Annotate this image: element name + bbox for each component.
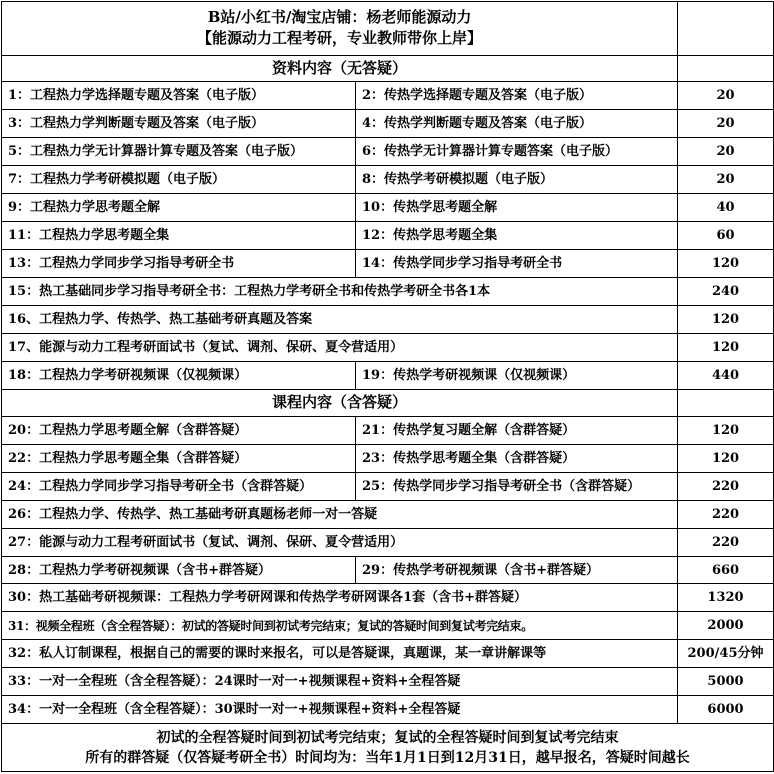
item-left: 11：工程热力学思考题全集 [2, 222, 356, 250]
item-left: 18：工程热力学考研视频课（仅视频课） [2, 361, 356, 389]
item-price: 40 [678, 194, 774, 222]
item-description: 34：一对一全程班（含全程答疑）：30课时一对一+视频课程+资料+全程答疑 [2, 696, 678, 724]
table-row [2, 361, 774, 389]
item-price: 6000 [678, 696, 774, 724]
item-right: 19：传热学考研视频课（仅视频课） [356, 361, 678, 389]
table-row [2, 222, 774, 250]
item-right: 6：传热学无计算器计算专题答案（电子版） [356, 138, 678, 166]
item-left: 5：工程热力学无计算器计算专题及答案（电子版） [2, 138, 356, 166]
item-price: 120 [678, 333, 774, 361]
item-left: 3：工程热力学判断题专题及答案（电子版） [2, 110, 356, 138]
item-left: 22：工程热力学思考题全集（含群答疑） [2, 444, 356, 472]
item-description: 17、能源与动力工程考研面试书（复试、调剂、保研、夏令营适用） [2, 333, 678, 361]
table-row [2, 500, 774, 528]
item-price: 200/45分钟 [678, 640, 774, 668]
footer-note-exam-qa: 初试的全程答疑时间到初试考完结束；复试的全程答疑时间到复试考完结束 [156, 729, 619, 746]
item-right: 21：传热学复习题全解（含群答疑） [356, 416, 678, 444]
item-price: 2000 [678, 612, 774, 640]
item-left: 7：工程热力学考研模拟题（电子版） [2, 166, 356, 194]
price-table-body [2, 2, 774, 772]
table-row [2, 668, 774, 696]
item-description: 30：热工基础考研视频课：工程热力学考研网课和传热学考研网课各1套（含书+群答疑） [2, 584, 678, 612]
item-description: 16、工程热力学、传热学、热工基础考研真题及答案 [2, 306, 678, 334]
item-price: 20 [678, 138, 774, 166]
table-row [2, 472, 774, 500]
item-price: 240 [678, 278, 774, 306]
item-price: 440 [678, 361, 774, 389]
item-price: 120 [678, 250, 774, 278]
section-title: 资料内容（无答疑） [2, 55, 678, 82]
item-right: 12：传热学思考题全集 [356, 222, 678, 250]
item-price: 1320 [678, 584, 774, 612]
table-row [2, 416, 774, 444]
item-price: 5000 [678, 668, 774, 696]
section-header-row [2, 55, 774, 82]
header-row [2, 2, 774, 56]
item-price: 60 [678, 222, 774, 250]
item-price: 220 [678, 500, 774, 528]
table-row [2, 138, 774, 166]
header-blank-cell [678, 2, 774, 56]
item-price: 220 [678, 472, 774, 500]
item-left: 1：工程热力学选择题专题及答案（电子版） [2, 82, 356, 110]
item-right: 23：传热学思考题全集（含群答疑） [356, 444, 678, 472]
table-row [2, 528, 774, 556]
item-right: 10：传热学思考题全解 [356, 194, 678, 222]
price-table [1, 1, 774, 772]
shop-title: B站/小红书/淘宝店铺：杨老师能源动力 [207, 8, 472, 27]
item-price: 120 [678, 444, 774, 472]
item-price: 20 [678, 110, 774, 138]
item-price: 660 [678, 556, 774, 584]
table-row [2, 696, 774, 724]
item-price: 20 [678, 82, 774, 110]
section-blank-cell [678, 389, 774, 416]
item-left: 13：工程热力学同步学习指导考研全书 [2, 250, 356, 278]
header-cell [2, 2, 678, 56]
table-row [2, 278, 774, 306]
item-left: 20：工程热力学思考题全解（含群答疑） [2, 416, 356, 444]
table-row [2, 556, 774, 584]
table-row [2, 82, 774, 110]
table-row [2, 612, 774, 640]
section-header-row [2, 389, 774, 416]
table-row [2, 306, 774, 334]
table-row [2, 166, 774, 194]
item-description: 31：视频全程班（含全程答疑）：初试的答疑时间到初试考完结束；复试的答疑时间到复试考完结束。 [2, 612, 678, 640]
footer-note-group-qa: 所有的群答疑（仅答疑考研全书）时间均为：当年1月1日到12月31日，越早报名，答疑时间越长 [85, 749, 690, 766]
item-description: 15：热工基础同步学习指导考研全书：工程热力学考研全书和传热学考研全书各1本 [2, 278, 678, 306]
table-row [2, 333, 774, 361]
item-right: 4：传热学判断题专题及答案（电子版） [356, 110, 678, 138]
table-row [2, 444, 774, 472]
item-right: 2：传热学选择题专题及答案（电子版） [356, 82, 678, 110]
footer-row [2, 724, 774, 772]
footer-cell [2, 724, 774, 772]
item-left: 9：工程热力学思考题全解 [2, 194, 356, 222]
item-price: 220 [678, 528, 774, 556]
item-price: 20 [678, 166, 774, 194]
item-left: 24：工程热力学同步学习指导考研全书（含群答疑） [2, 472, 356, 500]
item-price: 120 [678, 306, 774, 334]
table-row [2, 194, 774, 222]
item-left: 28：工程热力学考研视频课（含书+群答疑） [2, 556, 356, 584]
item-right: 25：传热学同步学习指导考研全书（含群答疑） [356, 472, 678, 500]
table-row [2, 250, 774, 278]
section-title: 课程内容（含答疑） [2, 389, 678, 416]
table-row [2, 110, 774, 138]
item-right: 29：传热学考研视频课（含书+群答疑） [356, 556, 678, 584]
item-right: 14：传热学同步学习指导考研全书 [356, 250, 678, 278]
item-price: 120 [678, 416, 774, 444]
item-description: 33：一对一全程班（含全程答疑）：24课时一对一+视频课程+资料+全程答疑 [2, 668, 678, 696]
table-row [2, 584, 774, 612]
shop-slogan: 【能源动力工程考研，专业教师带你上岸】 [197, 29, 483, 48]
item-description: 27：能源与动力工程考研面试书（复试、调剂、保研、夏令营适用） [2, 528, 678, 556]
item-description: 26：工程热力学、传热学、热工基础考研真题杨老师一对一答疑 [2, 500, 678, 528]
item-description: 32：私人订制课程，根据自己的需要的课时来报名，可以是答疑课，真题课，某一章讲解课等 [2, 640, 678, 668]
section-blank-cell [678, 55, 774, 82]
table-row [2, 640, 774, 668]
item-right: 8：传热学考研模拟题（电子版） [356, 166, 678, 194]
